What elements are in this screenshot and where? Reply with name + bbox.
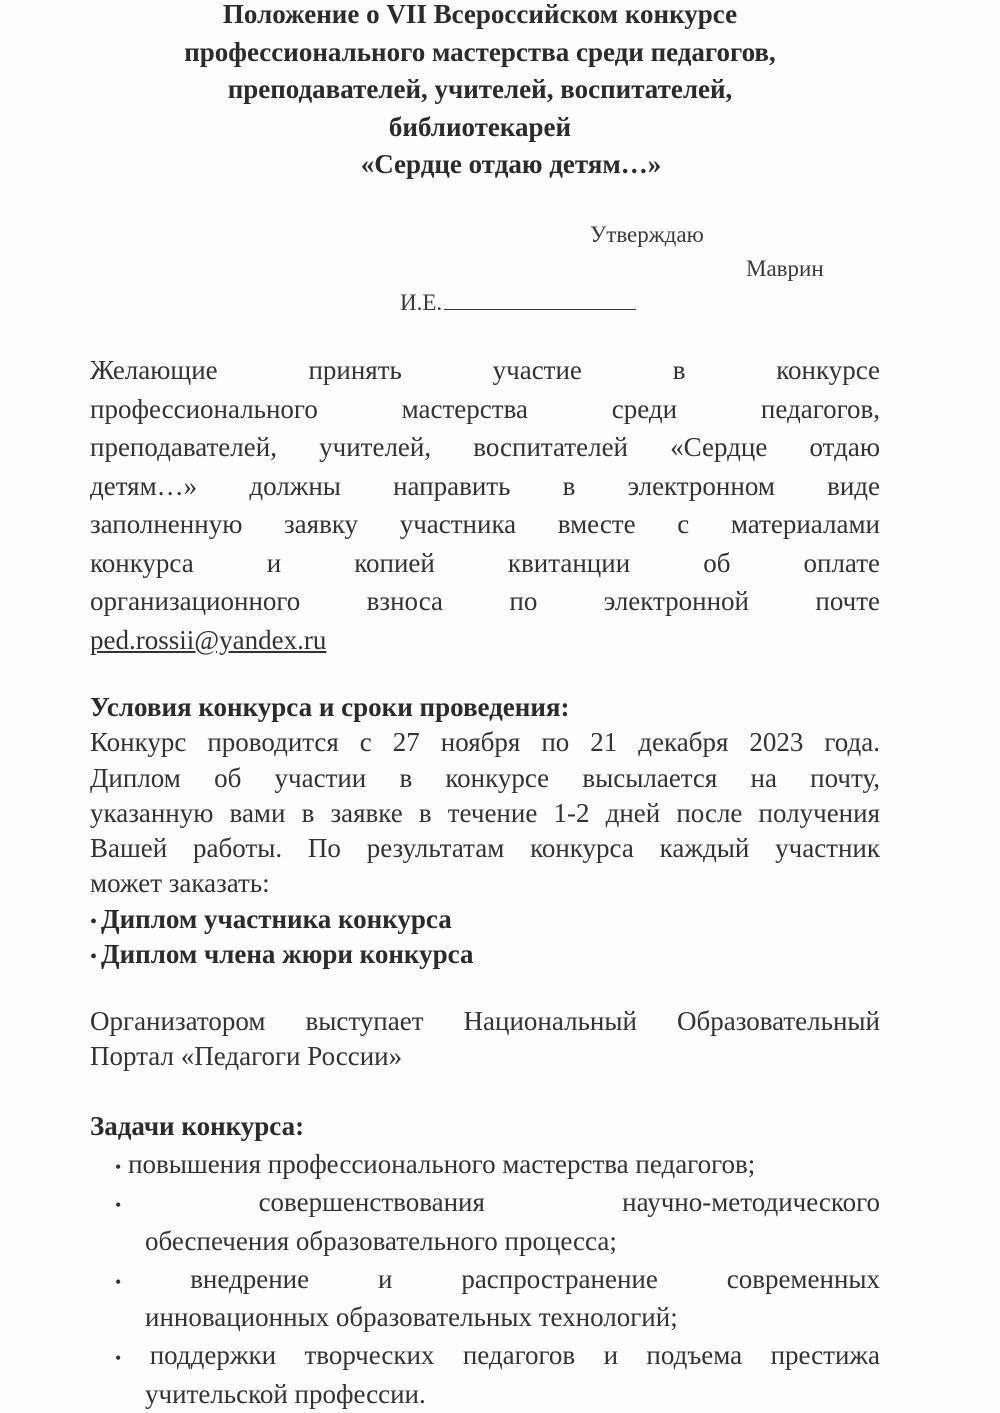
diploma-option-item	[90, 937, 880, 972]
approval-word: Утверждаю	[590, 222, 704, 247]
paragraph-line: детям…» должны направить в электронном виде	[90, 470, 880, 501]
title-line: преподавателей, учителей, воспитателей,	[227, 74, 733, 104]
tasks-section	[90, 1107, 880, 1413]
task-item	[90, 1183, 880, 1221]
diploma-option-label: Диплом участника конкурса	[101, 903, 452, 934]
task-word: подъема	[646, 1340, 743, 1371]
paragraph-line: Диплом об участии в конкурсе высылается на почту,	[90, 762, 880, 793]
task-text	[259, 1187, 880, 1217]
task-text: повышения профессионального мастерства педагогов;	[128, 1149, 756, 1179]
task-word: совершенствования	[258, 1187, 485, 1218]
title-motto: «Сердце отдаю детям…»	[360, 149, 662, 179]
task-item-continuation: обеспечения образовательного процесса;	[145, 1225, 617, 1256]
paragraph-line: конкурса и копией квитанции об оплате	[90, 547, 880, 578]
organizer-paragraph	[90, 1004, 880, 1074]
task-word: и	[603, 1340, 619, 1371]
task-item-continuation: инновационных образовательных технологий;	[145, 1302, 678, 1333]
title-line: библиотекарей	[388, 111, 572, 142]
approver-initials-signature	[400, 290, 636, 316]
diploma-option-label: Диплом члена жюри конкурса	[101, 939, 474, 970]
paragraph-line: преподавателей, учителей, воспитателей «Сердце отдаю	[90, 432, 880, 462]
task-text	[150, 1340, 880, 1370]
task-word: престижа	[770, 1340, 881, 1371]
task-word: научно-методического	[622, 1187, 881, 1218]
paragraph-line: Желающие принять участие в конкурсе	[90, 355, 880, 385]
document-title	[100, 0, 860, 184]
task-word: распространение	[461, 1263, 658, 1294]
paragraph-line: Вашей работы. По результатам конкурса каждый участник	[90, 833, 880, 864]
approver-initials: И.Е.	[400, 290, 443, 315]
bullet-icon: •	[115, 1271, 122, 1292]
paragraph-line: заполненную заявку участника вместе с материалами	[90, 509, 880, 539]
paragraph-line: организационного взноса по электронной почте	[90, 586, 880, 616]
diploma-option-item	[90, 902, 880, 937]
bullet-icon: •	[115, 1348, 122, 1369]
task-item	[90, 1145, 880, 1183]
paragraph-line: Организатором выступает Национальный Образовательный	[90, 1006, 880, 1036]
paragraph-line: Портал «Педагоги России»	[90, 1041, 403, 1071]
email-link[interactable]: ped.rossii@yandex.ru	[90, 624, 327, 655]
task-word: творческих	[304, 1340, 435, 1371]
approver-surname: Маврин	[746, 256, 824, 281]
bullet-icon: •	[115, 1195, 122, 1216]
task-word: современных	[726, 1263, 881, 1294]
signature-line	[444, 291, 636, 310]
paragraph-line: может заказать:	[90, 868, 270, 899]
email-line	[90, 621, 880, 660]
task-text	[190, 1264, 880, 1294]
paragraph-line: Конкурс проводится с 27 ноября по 21 декабря 2023 года.	[90, 727, 880, 758]
tasks-heading: Задачи конкурса:	[90, 1111, 305, 1141]
paragraph-line: профессионального мастерства среди педагогов,	[90, 393, 880, 424]
task-word: внедрение	[190, 1263, 310, 1294]
task-word: поддержки	[149, 1340, 277, 1371]
task-word: и	[378, 1263, 393, 1294]
bullet-icon: •	[90, 946, 98, 969]
bullet-icon: •	[90, 910, 98, 933]
task-item	[90, 1336, 880, 1374]
title-line: профессионального мастерства среди педагогов,	[184, 36, 776, 67]
conditions-heading: Условия конкурса и сроки проведения:	[90, 692, 570, 722]
task-word: педагогов	[462, 1340, 576, 1371]
title-line: Положение о VII Всероссийском конкурсе	[222, 0, 738, 29]
task-item-continuation: учительской профессии.	[145, 1378, 426, 1409]
paragraph-line: указанную вами в заявке в течение 1-2 дней после получения	[90, 797, 880, 828]
bullet-icon: •	[115, 1157, 122, 1177]
intro-paragraph	[90, 351, 880, 659]
task-item	[90, 1260, 880, 1298]
conditions-section	[90, 690, 880, 972]
